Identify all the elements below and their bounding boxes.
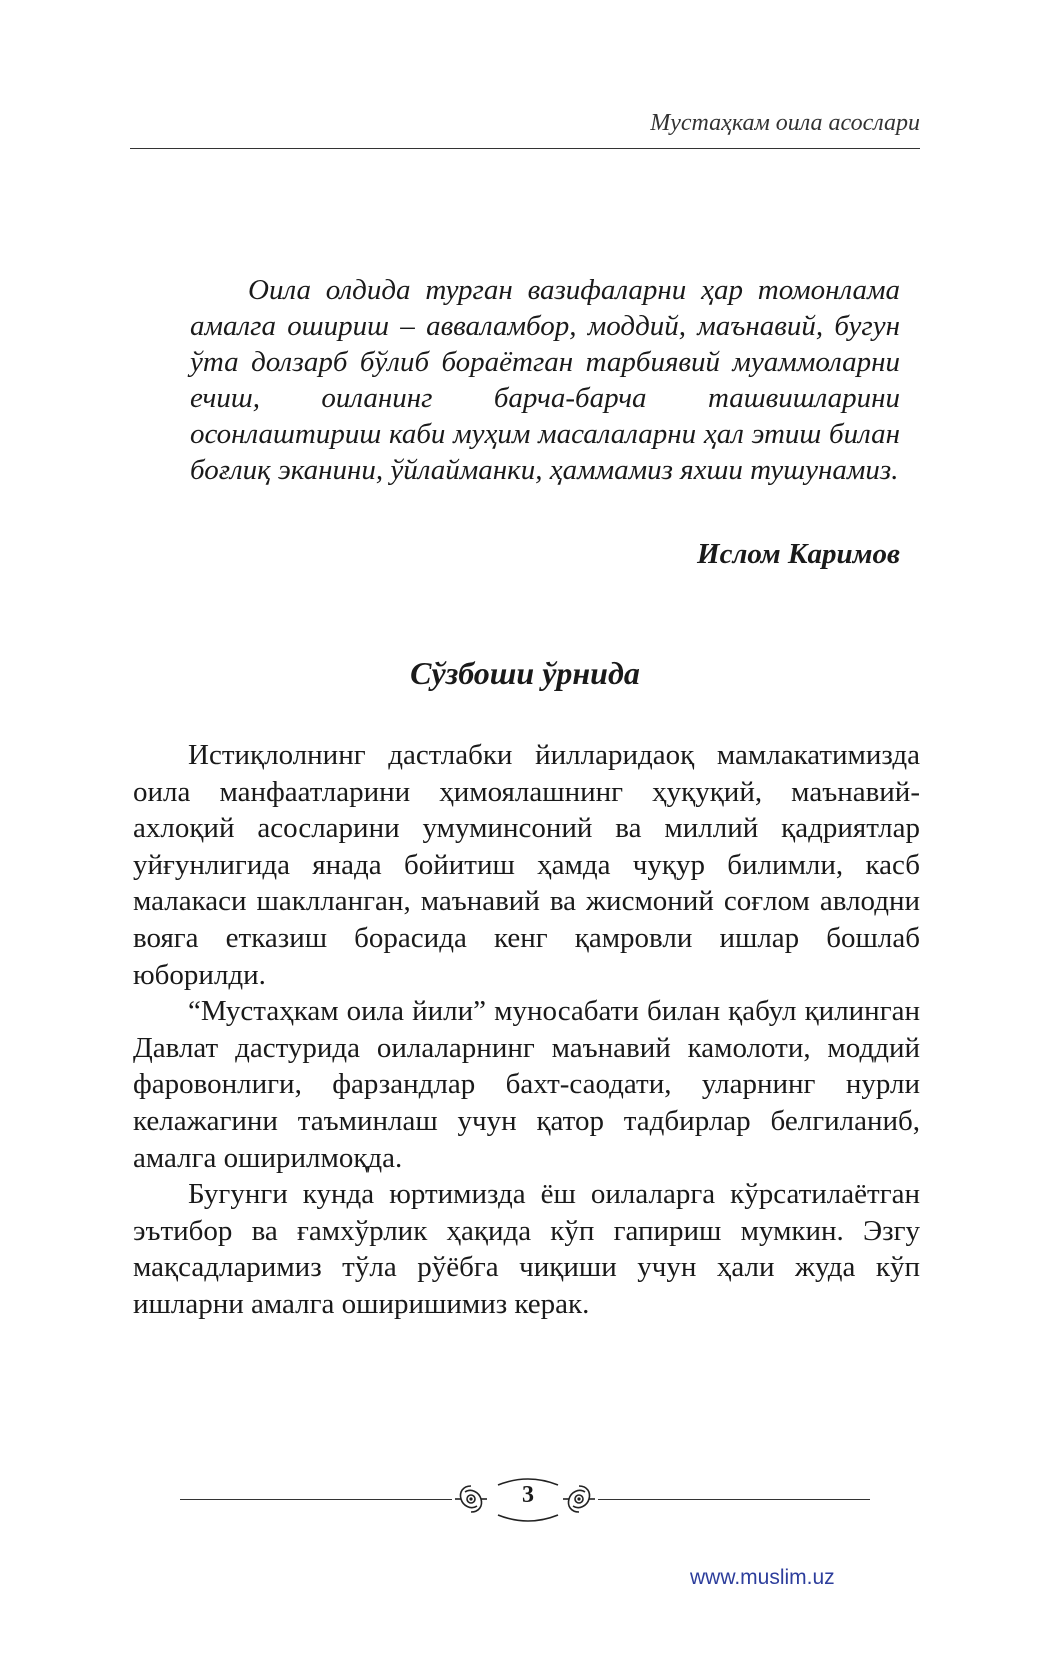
floral-ornament-icon	[561, 1482, 597, 1516]
header-rule	[130, 148, 920, 149]
footer-rule-right	[598, 1499, 870, 1500]
paragraph: Бугунги кунда юртимизда ёш оилаларга кўрсатилаётган эътибор ва ғамхўрлик ҳақида кўп гапириш мумкин. Эзгу мақсадларимиз тўла рўёбга чиқиши учун ҳали жуда кўп ишларни амалга оширишимиз керак.	[133, 1178, 920, 1320]
running-head: Мустаҳкам оила асослари	[650, 110, 920, 136]
page-number: 3	[522, 1482, 534, 1508]
body-text	[133, 737, 920, 1323]
epigraph-text: Оила олдида турган вазифаларни ҳар томонлама амалга ошириш – авваламбор, моддий, маънавий, бугун ўта долзарб бўлиб бораётган тарбиявий муаммоларни ечиш, оиланинг барча-барча ташвишларини осонлаштириш каби муҳим масалаларни ҳал этиш билан боғлиқ эканини, ўйлайманки, ҳаммамиз яхши тушунамиз.	[190, 274, 900, 486]
floral-ornament-icon	[453, 1482, 489, 1516]
footer-rule-left	[180, 1499, 452, 1500]
paragraph: Истиқлолнинг дастлабки йилларидаоқ мамлакатимизда оила манфаатларини ҳимоялашнинг ҳуқуқий, маънавий-ахлоқий асосларини умуминсоний ва миллий қадриятлар уйғунлигида янада бойитиш ҳамда чуқур билимли, касб малакаси шаклланган, маънавий ва жисмоний соғлом авлодни вояга етказиш борасида кенг қамровли ишлар бошлаб юборилди.	[133, 739, 920, 991]
section-title: Сўзбоши ўрнида	[410, 655, 640, 691]
paragraph: “Мустаҳкам оила йили” муносабати билан қабул қилинган Давлат дастурида оилаларнинг маънавий камолоти, моддий фаровонлиги, фарзандлар бахт-саодати, уларнинг нурли келажагини таъминлаш учун қатор тадбирлар белгиланиб, амалга оширилмоқда.	[133, 995, 920, 1174]
site-url[interactable]: www.muslim.uz	[690, 1566, 835, 1589]
epigraph-author: Ислом Каримов	[697, 538, 900, 570]
